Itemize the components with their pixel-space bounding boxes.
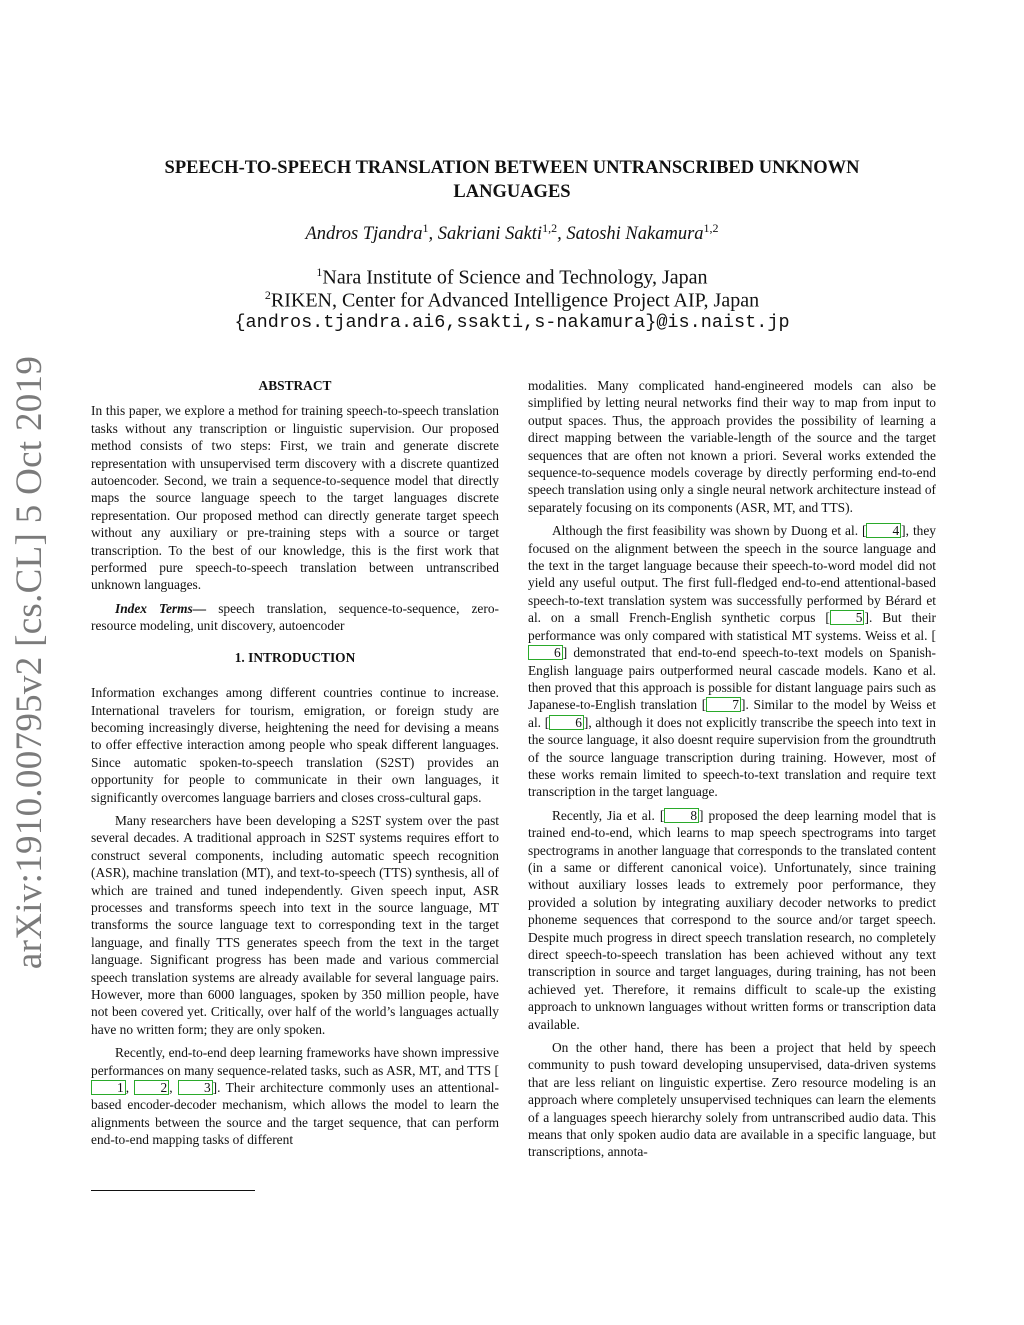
title-line-2: LANGUAGES (453, 182, 571, 202)
citation-link[interactable]: 3 (178, 1080, 213, 1095)
author-separator: , (557, 224, 567, 245)
right-paragraph-4: On the other hand, there has been a project that held by speech community to push toward developing unsupervised, data-driven systems that are less reliant on linguistic expertise. Zero resource modeling is an approach where completely unsupervised techniques can learn the elements of a languages speech hierarchy solely from untranscribed audio data. This means that only spoken audio data are available in a specific language, but transcriptions, annota- (528, 1040, 936, 1160)
paragraph-text: Although the first feasibility was shown by Duong et al. [ (552, 523, 867, 539)
left-column (91, 377, 499, 1155)
right-paragraph-2 (528, 522, 936, 801)
citation-link[interactable]: 2 (134, 1080, 169, 1095)
affiliation-1 (120, 265, 904, 290)
paragraph-text: Recently, end-to-end deep learning frameworks have shown impressive performances on many sequence-related tasks, such as ASR, MT, and TTS [ (91, 1045, 499, 1078)
author-name: Andros Tjandra (305, 224, 423, 245)
author-separator: , (428, 224, 438, 245)
abstract-heading: ABSTRACT (258, 378, 332, 393)
citation-link[interactable]: 1 (91, 1080, 126, 1095)
author-name: Satoshi Nakamura (566, 224, 704, 245)
paragraph-text: ] proposed the deep learning model that is trained end-to-end, which learns to map speech spectrograms into target spectrograms in another language that corresponds to the translated content (in a same or different canonical voice). Unfortunately, since training without auxiliary losses leads to extremely poor performance, they provided a solution by integrating auxiliary decoder networks to predict phoneme sequences that correspond to the source and/or target speech. Despite much progress in direct speech translation research, no completely direct speech-to-speech translation has been achieved without any text transcription in source and target languages, during training, has not been achieved yet. Therefore, it remains difficult to scale-up the existing approach to unknown languages without written forms or transcription data available. (528, 807, 936, 1032)
footnote-rule (91, 1190, 255, 1191)
affiliation-2 (120, 288, 904, 313)
paper-title (120, 156, 904, 204)
author-emails: {andros.tjandra.ai6,ssakti,s-nakamura}@is.naist.jp (234, 312, 790, 333)
citation-link[interactable]: 5 (830, 610, 865, 625)
title-line-1: SPEECH-TO-SPEECH TRANSLATION BETWEEN UNTRANSCRIBED UNKNOWN (164, 158, 860, 178)
affiliation-mark: 2 (264, 288, 271, 302)
right-column (528, 377, 936, 1167)
citation-link[interactable]: 4 (866, 523, 901, 538)
right-paragraph-3 (528, 807, 936, 1033)
intro-paragraph-1: Information exchanges among different countries continue to increase. International travelers for tourism, emigration, or foreign study are becoming increasingly diverse, heightening the need for devising a means to offer effective interaction among people who speak different languages. Since automatic spoken-to-speech translation (S2ST) provides an opportunity for people to communicate in their own languages, it significantly overcomes language barriers and closes cross-cultural gaps. (91, 685, 499, 805)
paragraph-text: ], they focused on the alignment between the speech in the source language and the text in the target language because their speech-to-word model did not yield any useful output. The first full-fledged end-to-end attentional-based speech-to-text translation system was successfully performed by Bérard et al. on a small French-English synthetic corpus [ (528, 523, 936, 626)
intro-paragraph-3 (91, 1044, 499, 1148)
arxiv-identifier: arXiv:1910.00795v2 [cs.CL] 5 Oct 2019 (9, 355, 51, 969)
citation-link[interactable]: 8 (664, 808, 699, 823)
author-affiliation-mark: 1,2 (542, 221, 558, 235)
arxiv-sidebar (4, 355, 56, 969)
abstract-text: In this paper, we explore a method for training speech-to-speech translation tasks without any transcription or linguistic supervision. Our proposed method consists of two steps: First, we train and generate discrete representation with unsupervised term discovery with a discrete quantized autoencoder. Second, we train a sequence-to-sequence model that directly maps the source language speech to the target languages discrete representation. Our proposed method can directly generate target speech without any auxiliary or pre-training steps with a source or target transcription. To the best of our knowledge, this is the first work that performed pure speech-to-speech translation between untranscribed unknown languages. (91, 403, 499, 593)
affiliation-text: Nara Institute of Science and Technology, Japan (322, 266, 708, 289)
index-terms-label: Index Terms— (115, 600, 207, 616)
author-affiliation-mark: 1 (422, 221, 429, 235)
paragraph-text: ], although it does not explicitly transcribe the speech into text in the source language, it also doesnt require supervision from the groundtruth of the source language transcription during training. However, most of these works remain limited to speech-to-text translation and require text transcription in the target language. (528, 714, 936, 800)
citation-link[interactable]: 6 (528, 645, 563, 660)
author-affiliation-mark: 1,2 (703, 221, 719, 235)
paragraph-text: ]. But their performance was only compared with statistical MT systems. Weiss et al. [ (528, 610, 936, 643)
author-name: Sakriani Sakti (437, 224, 543, 245)
citation-separator: , (169, 1080, 178, 1096)
right-paragraph-1: modalities. Many complicated hand-engineered models can also be simplified by letting neural networks find their way to map from input to output spaces. Thus, the approach provides the possibility of learning a direct mapping between the variable-length of the source and the target sequences that are often not known a priori. Several works extended the sequence-to-sequence models coverage by directly performing end-to-end speech translation using only a single neural network architecture instead of separately focusing on its components (ASR, MT, and TTS). (528, 378, 936, 515)
paragraph-text: Recently, Jia et al. [ (552, 807, 665, 823)
citation-link[interactable]: 6 (549, 715, 584, 730)
index-terms (91, 600, 499, 635)
author-list (120, 221, 904, 245)
index-terms-text: speech translation, sequence-to-sequence, zero-resource modeling, unit discovery, autoencoder (91, 600, 499, 634)
paragraph-text: ]. Similar to the model by Weiss et al. [ (528, 697, 936, 730)
citation-link[interactable]: 7 (706, 697, 741, 712)
paragraph-text: ] demonstrated that end-to-end speech-to-text models on Spanish-English language pairs outperformed neural cascade models. Kano et al. then proved that this approach is possible for distant language pairs such as Japanese-to-English translation [ (528, 645, 936, 713)
introduction-heading: 1. INTRODUCTION (234, 649, 356, 665)
citation-separator: , (125, 1080, 135, 1096)
affiliation-mark: 1 (316, 265, 323, 279)
paragraph-text: ]. Their architecture commonly uses an attentional-based encoder-decoder mechanism, which allows the model to learn the alignments between the source and the target sequence, that can perform end-to-end mapping tasks of different (91, 1080, 499, 1148)
intro-paragraph-2: Many researchers have been developing a S2ST system over the past several decades. A traditional approach in S2ST systems requires effort to construct several components, including automatic speech recognition (ASR), machine translation (MT), and text-to-speech (TTS) synthesis, all of which are trained and tuned independently. Given speech input, ASR processes and transforms speech into text in the source language, MT transforms the source language text to corresponding text in the target language, and finally TTS generates speech from the text in the target language. Significant progress has been made and various commercial speech translation systems are already available for several language pairs. However, more than 6000 languages, spoken by 350 million people, have not been covered yet. Critically, over half of the world’s languages actually have no written form; they are only spoken. (91, 812, 499, 1037)
affiliation-text: RIKEN, Center for Advanced Intelligence Project AIP, Japan (270, 289, 760, 312)
